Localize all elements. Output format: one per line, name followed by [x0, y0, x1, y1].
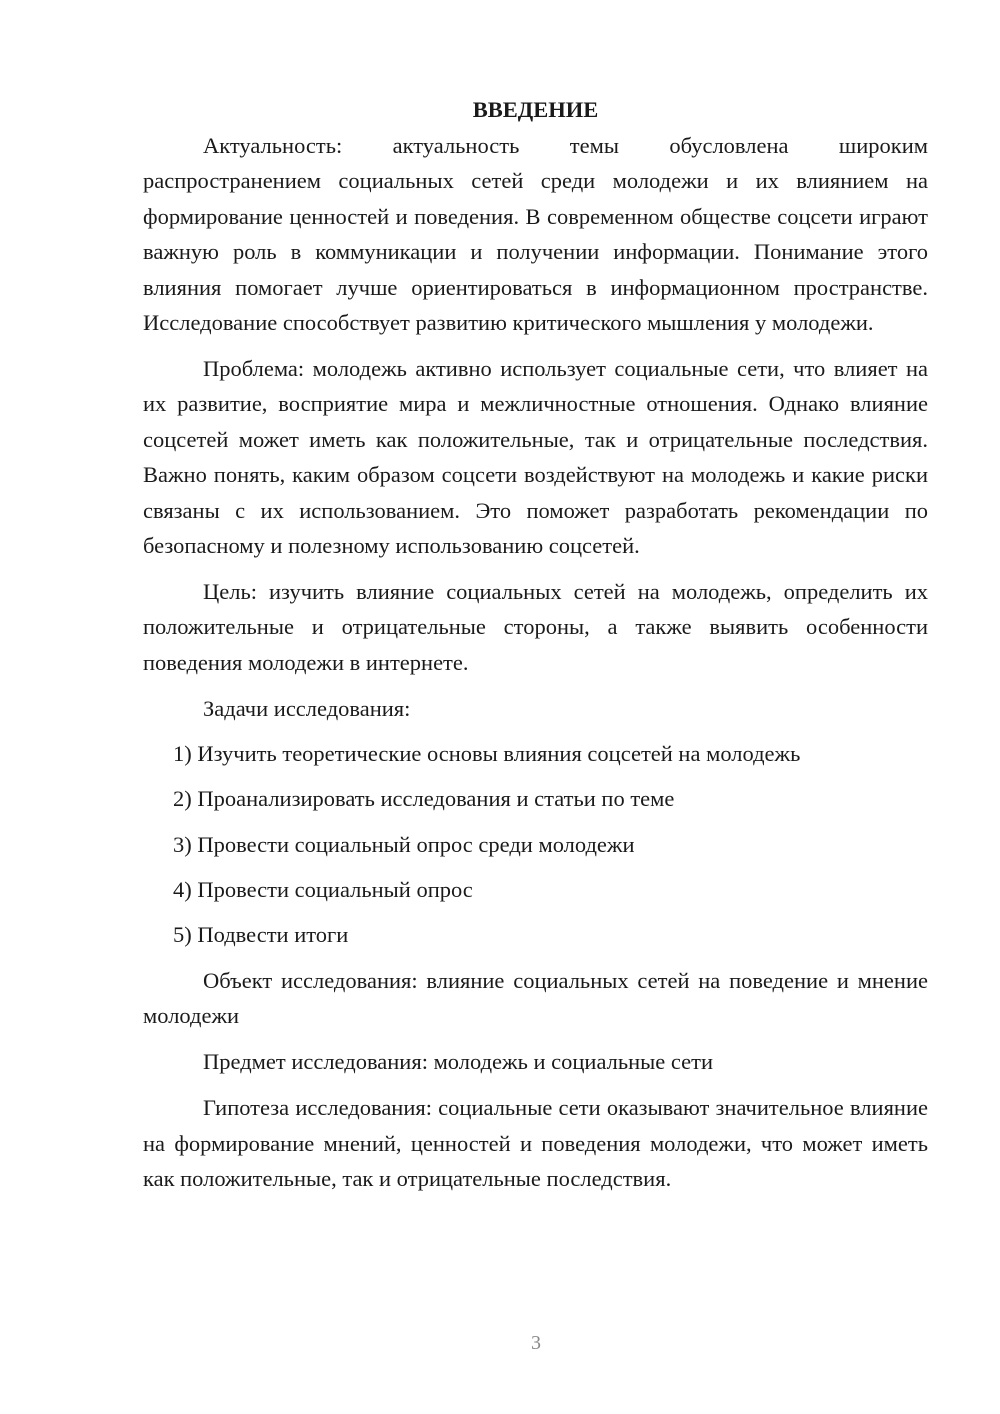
paragraph-gap [143, 563, 928, 574]
paragraph-problem: Проблема: молодежь активно использует социальные сети, что влияет на их развитие, восприятие мира и межличностные отношения. Однако влияние соцсетей может иметь как положительные, так и отрицательные последствия. Важно понять, каким образом соцсети воздействуют на молодежь и какие риски связаны с их использованием. Это поможет разработать рекомендации по безопасному и полезному использованию соцсетей. [143, 355, 928, 558]
paragraph-subject: Предмет исследования: молодежь и социальные сети [203, 1049, 714, 1075]
page-number: 3 [531, 1332, 541, 1354]
document-title: ВВЕДЕНИЕ [472, 97, 599, 122]
task-item: 2) Проанализировать исследования и статьи по теме [173, 786, 675, 812]
task-item: 5) Подвести итоги [173, 922, 349, 948]
task-item: 1) Изучить теоретические основы влияния соцсетей на молодежь [173, 741, 801, 766]
paragraph-gap [143, 1080, 928, 1091]
task-item: 3) Провести социальный опрос среди молодежи [173, 831, 635, 857]
paragraph-gap [143, 953, 928, 964]
document-page [143, 92, 928, 1197]
paragraph-object: Объект исследования: влияние социальных сетей на поведение и мнение молодежи [143, 968, 928, 1029]
paragraph-gap [143, 680, 928, 691]
task-item: 4) Провести социальный опрос [173, 876, 473, 902]
paragraph-gap [143, 1034, 928, 1045]
paragraph-hypothesis: Гипотеза исследования: социальные сети оказывают значительное влияние на формирование мнений, ценностей и поведения молодежи, что может иметь как положительные, так и отрицательные последствия. [143, 1095, 928, 1192]
tasks-list [143, 736, 928, 953]
tasks-label: Задачи исследования: [203, 695, 411, 721]
paragraph-relevance: Актуальность: актуальность темы обусловлена широким распространением социальных сетей среди молодежи и их влиянием на формирование ценностей и поведения. В современном обществе соцсети играют важную роль в коммуникации и получении информации. Понимание этого влияния помогает лучше ориентироваться в информационном пространстве. Исследование способствует развитию критического мышления у молодежи. [143, 133, 928, 336]
paragraph-goal: Цель: изучить влияние социальных сетей на молодежь, определить их положительные и отрицательные стороны, а также выявить особенности поведения молодежи в интернете. [143, 578, 928, 675]
paragraph-gap [143, 340, 928, 351]
